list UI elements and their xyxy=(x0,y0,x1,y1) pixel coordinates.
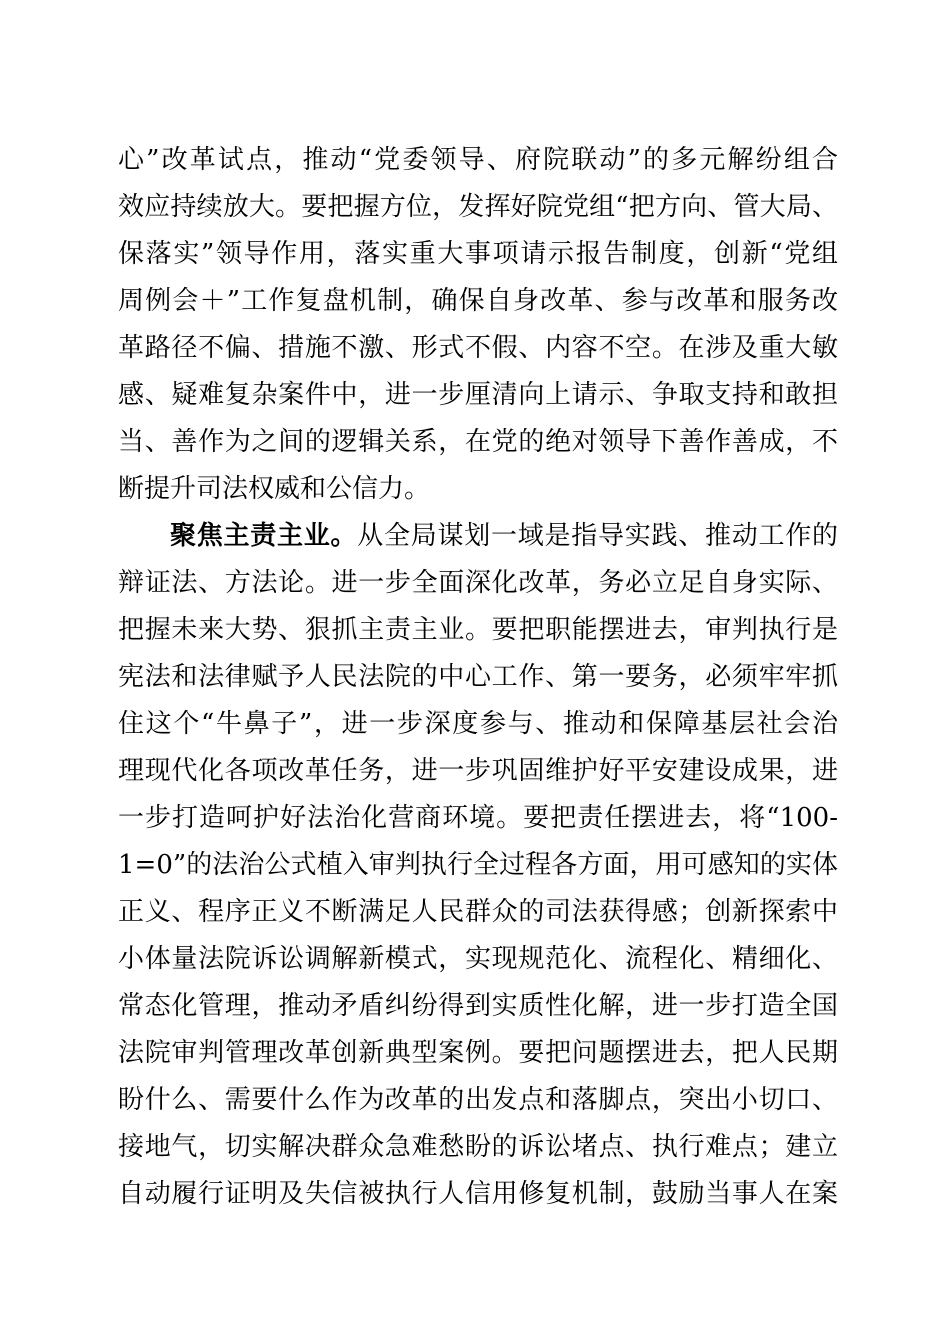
text-line: 正义、程序正义不断满足人民群众的司法获得感；创新探索中 xyxy=(118,897,838,927)
text-line: 革路径不偏、措施不激、形式不假、内容不空。在涉及重大敏 xyxy=(118,333,838,363)
text-line: 盼什么、需要什么作为改革的出发点和落脚点，突出小切口、 xyxy=(118,1085,838,1115)
text-line: 保落实”领导作用，落实重大事项请示报告制度，创新“党组 xyxy=(118,239,838,269)
text-line: 断提升司法权威和公信力。 xyxy=(118,474,431,504)
body-text xyxy=(118,137,838,1218)
text-line: 自动履行证明及失信被执行人信用修复机制，鼓励当事人在案 xyxy=(118,1179,838,1209)
text-run: 从全局谋划一域是指导实践、推动工作的 xyxy=(357,521,838,551)
text-line: 理现代化各项改革任务，进一步巩固维护好平安建设成果，进 xyxy=(118,756,838,786)
text-line: 一步打造呵护好法治化营商环境。要把责任摆进去，将“100- xyxy=(118,803,838,833)
paragraph-1 xyxy=(118,137,838,513)
text-line: 1=0”的法治公式植入审判执行全过程各方面，用可感知的实体 xyxy=(118,850,838,880)
text-line: 心”改革试点，推动“党委领导、府院联动”的多元解纷组合 xyxy=(118,145,838,175)
text-line: 辩证法、方法论。进一步全面深化改革，务必立足自身实际、 xyxy=(118,568,838,598)
text-line: 常态化管理，推动矛盾纠纷得到实质性化解，进一步打造全国 xyxy=(118,991,838,1021)
text-line: 周例会＋”工作复盘机制，确保自身改革、参与改革和服务改 xyxy=(118,286,838,316)
text-line: 宪法和法律赋予人民法院的中心工作、第一要务，必须牢牢抓 xyxy=(118,662,838,692)
text-line: 效应持续放大。要把握方位，发挥好院党组“把方向、管大局、 xyxy=(118,192,838,222)
paragraph-first-line xyxy=(118,513,838,560)
text-line: 法院审判管理改革创新典型案例。要把问题摆进去，把人民期 xyxy=(118,1038,838,1068)
text-line: 把握未来大势、狠抓主责主业。要把职能摆进去，审判执行是 xyxy=(118,615,838,645)
text-line: 接地气，切实解决群众急难愁盼的诉讼堵点、执行难点；建立 xyxy=(118,1132,838,1162)
paragraph-heading: 聚焦主责主业。 xyxy=(170,521,358,551)
paragraph-2 xyxy=(118,513,838,1218)
text-line: 小体量法院诉讼调解新模式，实现规范化、流程化、精细化、 xyxy=(118,944,838,974)
text-line: 当、善作为之间的逻辑关系，在党的绝对领导下善作善成，不 xyxy=(118,427,838,457)
text-line: 感、疑难复杂案件中，进一步厘清向上请示、争取支持和敢担 xyxy=(118,380,838,410)
text-line: 住这个“牛鼻子”，进一步深度参与、推动和保障基层社会治 xyxy=(118,709,838,739)
